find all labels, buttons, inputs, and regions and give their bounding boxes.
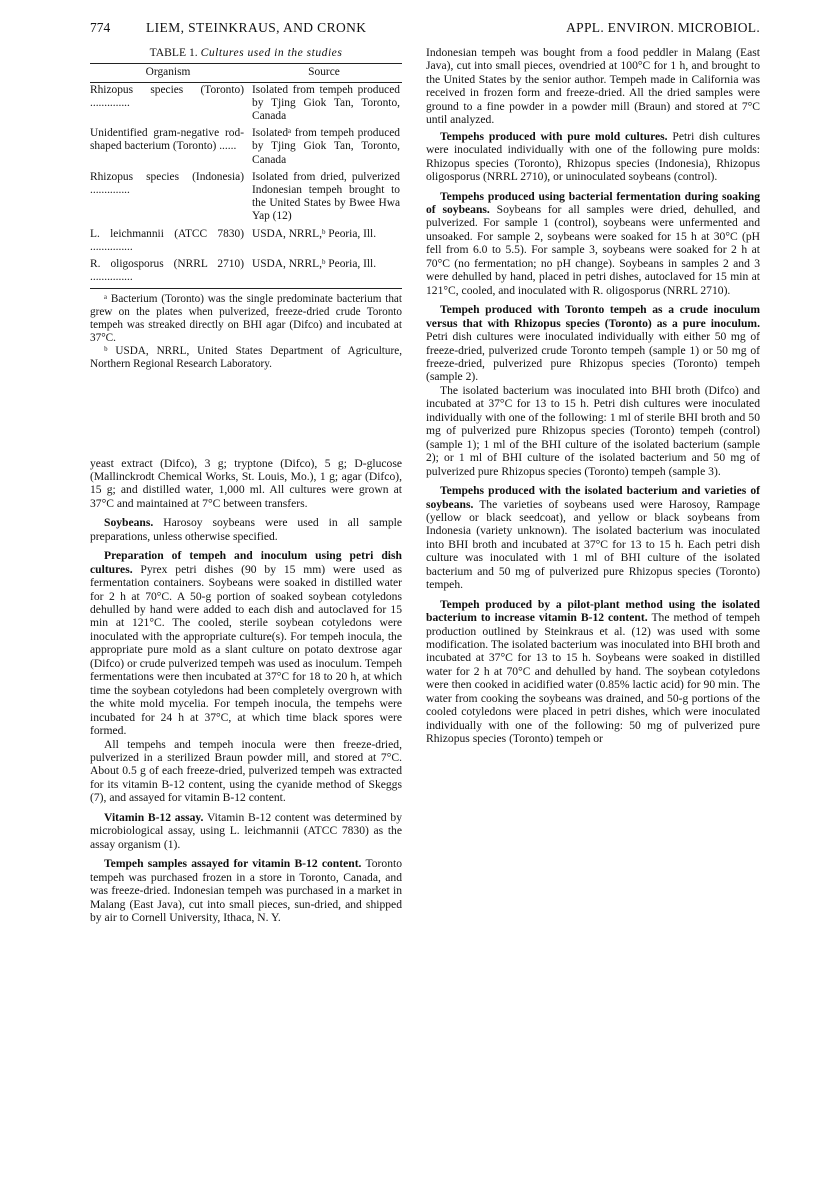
body-pilot-plant: The method of tempeh production outlined by Steinkraus et al. (12) was used with some modification. The isolated bacterium was inoculated into BHI broth and incubated at 37°C for 13 to 15 h. Soybeans were soaked in distilled water for 2 h at 70°C and dehulled by hand. The soybean cotyledons were then cooked in acidified water (0.85% lactic acid) for 90 min. The water from cooking the soybeans was drained, and 50-g portions of the cooled cotyledons were placed in petri dishes, which were inoculated individually with one of the following: 50 mg of pulverized pure Rhizopus species (Toronto) tempeh or — [426, 611, 761, 746]
column-header-source: Source — [246, 64, 402, 82]
table-caption-label: TABLE 1. — [149, 46, 198, 59]
table-footnote-b: ᵇ USDA, NRRL, United States Department of Agriculture, Northern Regional Research Laboratory. — [90, 344, 402, 370]
body-preparation: Pyrex petri dishes (90 by 15 mm) were used as fermentation containers. Soybeans were soaked in distilled water for 2 h at 70°C. A 50-g portion of soaked soybean cotyledons dehulled by hand were added to each dish and autoclaved for 15 min at 121°C. The cooled, sterile soybean cotyledons were inoculated with the appropriate culture(s). For tempeh inocula, the appropriate pure mold as a slant culture on potato dextrose agar (Difco) or crude pulverized tempeh was used as inoculum. Tempeh fermentations were then incubated at 37°C for 18 to 20 h, at which time the soybean cotyledons had been completely overgrown with the white mold mycelia. For tempeh inocula, the tempehs were incubated for 24 h at 37°C, at which time black spores were formed. — [90, 562, 402, 738]
organism-cell: R. oligosporus (NRRL 2710) ............... — [90, 257, 246, 288]
header-authors: LIEM, STEINKRAUS, AND CRONK — [146, 20, 367, 35]
body-soybeans: Harosoy soybeans were used in all sample preparations, unless otherwise specified. — [90, 516, 402, 543]
paragraph-soybeans — [90, 516, 402, 543]
body-vitamin-assay: Vitamin B-12 content was determined by microbiological assay, using L. leichmannii (ATCC 7830) as the assay organism (1). — [90, 810, 402, 851]
paragraph-media: yeast extract (Difco), 3 g; tryptone (Difco), 5 g; D-glucose (Mallinckrodt Chemical Works, St. Louis, Mo.), 1 g; agar (Difco), 15 g; and distilled water, 1,000 ml. All cultures were grown at 37°C and maintained at 7°C between transfers. — [90, 456, 402, 510]
right-column — [426, 46, 760, 746]
paragraph-crude-inoculum — [426, 303, 760, 384]
source-cell: Isolated from tempeh produced by Tjing Giok Tan, Toronto, Canada — [252, 83, 400, 123]
table-row — [90, 126, 402, 170]
running-header — [90, 20, 760, 42]
table-row — [90, 257, 402, 288]
paragraph-vitamin-assay — [90, 811, 402, 851]
organism-cell: Rhizopus species (Toronto) .............. — [90, 83, 244, 109]
heading-bacterial-fermentation: Tempehs produced using bacterial fermentation during soaking of soybeans. — [426, 189, 760, 216]
source-cell: USDA, NRRL,ᵇ Peoria, Ill. — [252, 227, 377, 240]
table-row — [90, 170, 402, 227]
heading-tempeh-samples: Tempeh samples assayed for vitamin B-12 content. — [104, 857, 362, 871]
header-journal: APPL. ENVIRON. MICROBIOL. — [566, 20, 760, 35]
cultures-table — [90, 63, 402, 288]
left-column — [90, 46, 402, 924]
heading-pilot-plant: Tempeh produced by a pilot-plant method using the isolated bacterium to increase vitamin B-12 content. — [426, 597, 760, 625]
body-crude-inoculum: Petri dish cultures were inoculated individually with either 50 mg of freeze-dried, pulverized crude Toronto tempeh (sample 1) or 50 mg of freeze-dried, pulverized pure Rhizopus species (Toronto) tempeh (sample 2). — [426, 330, 760, 384]
page-number: 774 — [90, 20, 111, 35]
source-cell: Isolated from dried, pulverized Indonesian tempeh brought to the United States by Bwee Hwa Yap (12) — [252, 170, 400, 223]
heading-pure-mold: Tempehs produced with pure mold cultures. — [440, 129, 668, 143]
body-soybean-varieties: The varieties of soybeans used were Harosoy, Rampage (yellow or black seedcoat), and yellow or black soybeans from Indonesia (variety unknown). The isolated bacterium was inoculated into BHI broth and incubated at 37°C for 13 to 15 h. Each petri dish culture was inoculated with 1 ml of BHI culture of the isolated bacterium and 50 mg of pulverized pure Rhizopus species (Toronto) tempeh. — [426, 497, 760, 592]
table-row — [90, 82, 402, 126]
table-footnote-a: ᵃ Bacterium (Toronto) was the single predominate bacterium that grew on the plates when pulverized, freeze-dried crude Toronto tempeh was streaked directly on BHI agar (Difco) and incubated at 37°C. — [90, 292, 402, 344]
paragraph-isolated-bacterium: The isolated bacterium was inoculated into BHI broth (Difco) and incubated at 37°C for 13 to 15 h. Petri dish cultures were inoculated individually with one of the following: 1 ml of sterile BHI broth and 50 mg of pulverized pure Rhizopus species (Toronto) tempeh (control) (sample 1); 1 ml of the BHI culture of the isolated bacterium (sample 2); or 1 ml of BHI culture of the isolated bacterium and 50 mg of pulverized pure Rhizopus species (Toronto) tempeh (sample 3). — [426, 383, 760, 478]
table-caption — [90, 46, 402, 59]
source-cell: USDA, NRRL,ᵇ Peoria, Ill. — [246, 257, 402, 288]
organism-cell: Unidentified gram-negative rod-shaped bacterium (Toronto) ...... — [90, 127, 244, 153]
paragraph-freeze-dried: All tempehs and tempeh inocula were then freeze-dried, pulverized in a sterilized Braun powder mill, and stored at 7°C. About 0.5 g of each freeze-dried, pulverized tempeh was extracted for its vitamin B-12 content, using the cyanide method of Skeggs (7), and assayed for vitamin B-12 content. — [90, 737, 402, 805]
body-pure-mold: Petri dish cultures were inoculated individually with one of the following pure molds: Rhizopus species (Toronto), Rhizopus species (Indonesia), Rhizopus oligosporus (NRRL 2710), or uninoculated soybeans (control). — [426, 129, 760, 184]
body-tempeh-samples: Toronto tempeh was purchased frozen in a store in Toronto, Canada, and was freeze-dried. Indonesian tempeh was purchased in a market in Malang (East Java), cut into small pieces, sun-dried, and shipped by air to Cornell University, Ithaca, N. Y. — [90, 857, 403, 924]
heading-soybeans: Soybeans. — [104, 516, 154, 530]
organism-cell: L. leichmannii (ATCC 7830) ............... — [90, 227, 244, 253]
paragraph-bacterial-fermentation — [426, 190, 760, 298]
table-row — [90, 227, 402, 257]
organism-cell: Rhizopus species (Indonesia) .............. — [90, 170, 244, 197]
heading-preparation: Preparation of tempeh and inoculum using petri dish cultures. — [90, 549, 402, 576]
paragraph-pure-mold — [426, 130, 760, 184]
heading-crude-inoculum: Tempeh produced with Toronto tempeh as a crude inoculum versus that with Rhizopus species (Toronto) as a pure inoculum. — [426, 303, 760, 330]
paragraph-indonesian-tempeh: Indonesian tempeh was bought from a food peddler in Malang (East Java), cut into small pieces, ovendried at 100°C for 1 h, and brought to the United States by the senior author. Tempeh made in California was received in frozen form and freeze-dried. All the dried samples were ground to a fine powder in a powder mill (Braun) and stored at 7°C until analyzed. — [426, 46, 760, 127]
table-caption-title: Cultures used in the studies — [200, 46, 343, 59]
column-header-organism: Organism — [90, 64, 246, 82]
paragraph-soybean-varieties — [426, 484, 760, 592]
body-bacterial-fermentation: Soybeans for all samples were dried, dehulled, and pulverized. For sample 1 (control), soybeans were unfermented and unsoaked. For sample 2, soybeans were soaked for 15 h at 30°C (pH fell from 6.0 to 5.5). For sample 3, soybeans were soaked for 2 h at 70°C (no fermentation; no pH change). Soybeans in samples 2 and 3 were dehulled by hand, placed in petri dishes, autoclaved for 15 min at 121°C, cooled, and inoculated with R. oligosporus (NRRL 2710). — [426, 202, 760, 297]
heading-vitamin-assay: Vitamin B-12 assay. — [104, 810, 204, 824]
source-cell: Isolatedᵃ from tempeh produced by Tjing Giok Tan, Toronto, Canada — [252, 127, 400, 166]
paragraph-tempeh-samples — [90, 857, 402, 924]
heading-soybean-varieties: Tempehs produced with the isolated bacterium and varieties of soybeans. — [426, 484, 760, 511]
paragraph-pilot-plant — [426, 598, 760, 746]
paragraph-preparation — [90, 549, 402, 737]
